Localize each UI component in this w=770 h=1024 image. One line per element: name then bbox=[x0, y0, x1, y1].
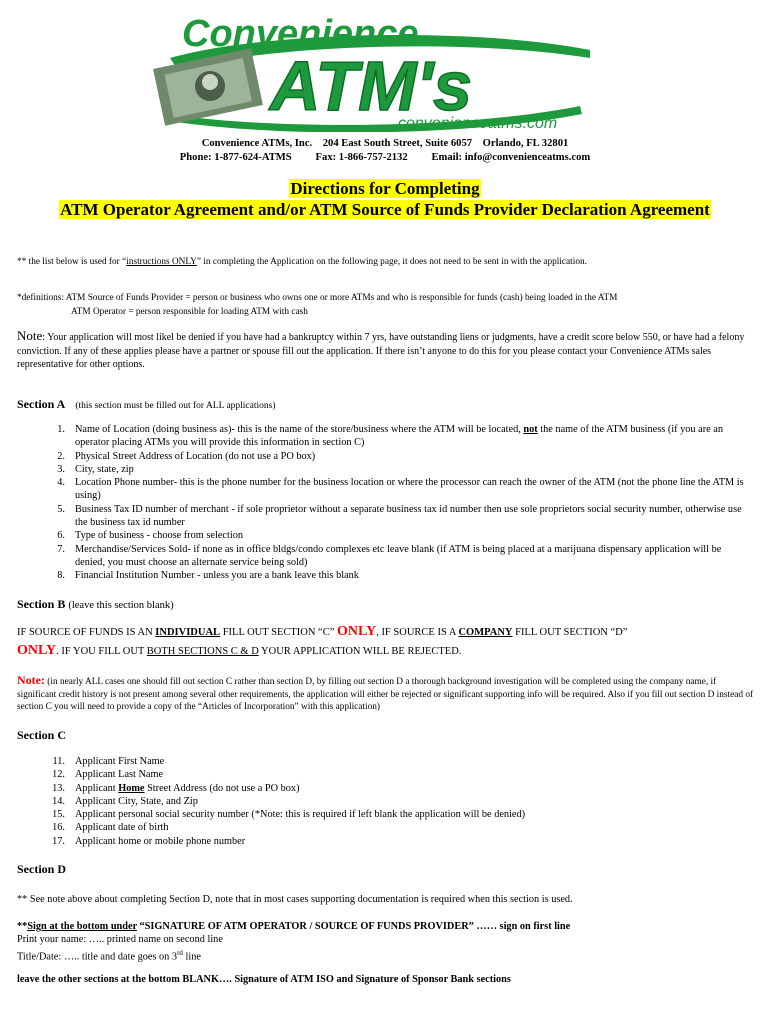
section-d-note-text: ** See note above about completing Section D, note that in most cases supporting documentation is required when this section is used. bbox=[17, 894, 573, 905]
source-text-6: YOUR APPLICATION WILL BE REJECTED. bbox=[258, 646, 462, 657]
section-c-item-number: 17. bbox=[52, 835, 65, 847]
section-c-item-text: Applicant personal social security number (*Note: this is required if left blank the application will be denied) bbox=[75, 809, 526, 821]
section-c-item-number: 13. bbox=[52, 782, 65, 794]
section-d-heading bbox=[17, 862, 66, 877]
signature-instructions bbox=[17, 920, 757, 963]
section-c-item-text: Applicant bbox=[75, 782, 119, 794]
sign-line-instruction bbox=[17, 920, 757, 933]
section-c-item bbox=[17, 755, 747, 768]
note-bankruptcy bbox=[17, 329, 757, 372]
section-a-item-number: 4. bbox=[57, 477, 65, 489]
source-text-4: FILL OUT SECTION “D” bbox=[512, 627, 628, 638]
section-b-title: Section B bbox=[17, 597, 66, 611]
source-text-1: IF SOURCE OF FUNDS IS AN bbox=[17, 627, 156, 638]
section-c-item-number: 12. bbox=[52, 769, 65, 781]
section-a-item bbox=[17, 423, 747, 450]
contact-line-2 bbox=[0, 152, 770, 163]
source-text-5: . IF YOU FILL OUT bbox=[56, 646, 147, 657]
print-name-instruction: Print your name: ….. printed name on second line bbox=[17, 934, 223, 946]
page-title bbox=[0, 178, 770, 220]
section-c-item-emphasis: Home bbox=[118, 782, 145, 794]
logo-url: convenienceatms.com bbox=[398, 115, 558, 132]
section-a-item-text: Financial Institution Number - unless you are a bank leave this blank bbox=[75, 570, 359, 582]
note2-text: (in nearly ALL cases one should fill out section C rather than section D, by filling out section D a thorough background investigation will be completed using the company name, if significant credit history is not present among several other requirements, the application will either be rejected or significant supporting info will be required. Also if you fill out section D instead of section C you will need to provide a copy of the “Articles of Incorporation” with this application) bbox=[17, 677, 754, 712]
section-d-title: Section D bbox=[17, 862, 66, 876]
section-a-item-text: Physical Street Address of Location (do not use a PO box) bbox=[75, 450, 316, 462]
source-only-1: ONLY bbox=[337, 624, 377, 639]
section-a-item-number: 3. bbox=[57, 463, 65, 475]
title-date-post: line bbox=[182, 951, 201, 963]
section-b-heading bbox=[17, 597, 174, 612]
definition-source-of-funds: *definitions: ATM Source of Funds Provider = person or business who owns one or more ATMs and who is responsible for funds (cash) being loaded in the ATM bbox=[17, 293, 618, 303]
definitions bbox=[17, 292, 757, 319]
contact-line-1 bbox=[0, 138, 770, 149]
intro-pre: ** the list below is used for “ bbox=[17, 257, 127, 267]
note-text: : Your application will most likel be denied if you have had a bankruptcy within 7 yrs, have outstanding liens or judgments, have a credit score below 550, or have had a felony conviction. If any of these applies please have a partner or spouse fill out the application. If there isn’t anyone to do this for you please contact your Convenience ATMs sales representative for other options. bbox=[17, 332, 745, 370]
logo-word-convenience: Convenience bbox=[182, 13, 419, 55]
section-b-subtitle: (leave this section blank) bbox=[68, 600, 174, 611]
leave-blank-instruction bbox=[17, 973, 757, 987]
section-c-item-text-cont: Street Address (do not use a PO box) bbox=[144, 782, 300, 794]
source-company: COMPANY bbox=[458, 627, 513, 638]
section-c-item bbox=[17, 782, 747, 795]
note2-label: Note: bbox=[17, 673, 45, 687]
section-a-item bbox=[17, 543, 747, 570]
source-individual: INDIVIDUAL bbox=[155, 627, 221, 638]
section-a-item-text: Location Phone number- this is the phone number for the business location or where the processor can reach the owner of the ATM (not the phone line the ATM is using) bbox=[75, 477, 744, 502]
section-a-item-number: 6. bbox=[57, 530, 65, 542]
section-a-item bbox=[17, 476, 747, 503]
section-a-heading bbox=[17, 397, 276, 412]
title-date-instruction bbox=[17, 947, 757, 964]
section-c-item bbox=[17, 795, 747, 808]
title-line-2: ATM Operator Agreement and/or ATM Source of Funds Provider Declaration Agreement bbox=[60, 200, 710, 219]
section-a-item-number: 7. bbox=[57, 543, 65, 555]
company-name: Convenience ATMs, Inc. bbox=[201, 138, 313, 149]
sign-suffix: “SIGNATURE OF ATM OPERATOR / SOURCE OF FUNDS PROVIDER” …… sign on first line bbox=[136, 921, 571, 932]
section-c-title: Section C bbox=[17, 728, 66, 742]
section-a-item bbox=[17, 503, 747, 530]
section-c-item bbox=[17, 821, 747, 834]
section-a-item-number: 5. bbox=[57, 503, 65, 515]
section-c-heading bbox=[17, 728, 66, 743]
section-a-item-text-cont: the name of the ATM business (if you are an operator placing ATMs you will provide this information in section C) bbox=[75, 424, 724, 449]
section-c-item-text: Applicant date of birth bbox=[75, 822, 169, 834]
source-only-2: ONLY bbox=[17, 643, 57, 658]
section-a-item-number: 2. bbox=[57, 450, 65, 462]
company-city: Orlando, FL 32801 bbox=[482, 138, 569, 149]
section-c-item bbox=[17, 808, 747, 821]
source-text-2: FILL OUT SECTION “C” bbox=[220, 627, 338, 638]
company-phone: Phone: 1-877-624-ATMS bbox=[179, 152, 292, 163]
section-a-item bbox=[17, 569, 747, 582]
company-address: 204 East South Street, Suite 6057 bbox=[322, 138, 473, 149]
definition-atm-operator: ATM Operator = person responsible for loading ATM with cash bbox=[71, 306, 308, 317]
section-c-item-text: Applicant home or mobile phone number bbox=[75, 835, 246, 847]
intro-emphasis: instructions ONLY bbox=[126, 257, 197, 267]
section-c-item-number: 14. bbox=[52, 795, 65, 807]
title-line-1: Directions for Completing bbox=[290, 179, 480, 198]
section-c-item-text: Applicant First Name bbox=[75, 756, 165, 767]
section-a-item-text: Merchandise/Services Sold- if none as in office bldgs/condo complexes etc leave blank (if ATM is being placed at a marijuana dispensary application will be denied, you must choose an alternate service being sold) bbox=[75, 543, 722, 568]
section-c-item bbox=[17, 835, 747, 848]
section-a-item-emphasis: not bbox=[523, 424, 538, 435]
section-c-item-text: Applicant Last Name bbox=[75, 769, 164, 781]
source-of-funds-instructions bbox=[17, 623, 757, 661]
section-a-item-number: 8. bbox=[57, 570, 65, 582]
section-a-item bbox=[17, 450, 747, 463]
company-email[interactable]: Email: info@convenienceatms.com bbox=[431, 152, 591, 163]
section-a-item-text: Business Tax ID number of merchant - if sole proprietor without a separate business tax id number then use sole proprietors social security number, otherwise use the business tax id number bbox=[75, 503, 742, 529]
title-date-pre: Title/Date: ….. title and date goes on 3 bbox=[17, 951, 178, 963]
source-both-sections: BOTH SECTIONS C & D bbox=[146, 646, 259, 657]
company-fax: Fax: 1-866-757-2132 bbox=[315, 152, 408, 163]
section-c-item bbox=[17, 768, 747, 781]
note-section-d bbox=[17, 674, 757, 714]
money-graphic bbox=[153, 48, 263, 126]
source-text-3: , IF SOURCE IS A bbox=[376, 627, 459, 638]
section-a-title: Section A bbox=[17, 397, 66, 411]
section-a-item bbox=[17, 463, 747, 476]
section-a-item-number: 1. bbox=[57, 424, 65, 435]
section-c-item-number: 11. bbox=[52, 756, 65, 767]
section-d-note bbox=[17, 893, 757, 907]
logo-word-atms: ATM's bbox=[270, 47, 473, 125]
section-c-item-text: Applicant City, State, and Zip bbox=[75, 795, 198, 807]
section-a-list bbox=[17, 423, 747, 583]
leave-blank-text: leave the other sections at the bottom BLANK…. Signature of ATM ISO and Signature of Sponsor Bank sections bbox=[17, 974, 511, 985]
section-c-item-number: 16. bbox=[52, 822, 65, 834]
section-a-item-text: City, state, zip bbox=[75, 463, 134, 475]
section-c-item-number: 15. bbox=[52, 809, 65, 821]
intro-post: ” in completing the Application on the following page, it does not need to be sent in with the application. bbox=[196, 257, 587, 267]
sign-prefix: ** bbox=[17, 921, 28, 932]
intro-text bbox=[17, 256, 757, 270]
section-a-item-text: Name of Location (doing business as)- this is the name of the store/business where the ATM will be located, bbox=[75, 424, 524, 435]
convenience-atms-logo bbox=[150, 10, 600, 132]
note-label: Note bbox=[17, 328, 43, 343]
section-a-item-text: Type of business - choose from selection bbox=[75, 530, 243, 542]
section-c-list bbox=[17, 755, 747, 848]
section-a-subtitle: (this section must be filled out for ALL applications) bbox=[75, 401, 276, 411]
title-date-sup: rd bbox=[177, 948, 183, 957]
section-a-item bbox=[17, 529, 747, 542]
sign-underlined: Sign at the bottom under bbox=[27, 921, 137, 932]
